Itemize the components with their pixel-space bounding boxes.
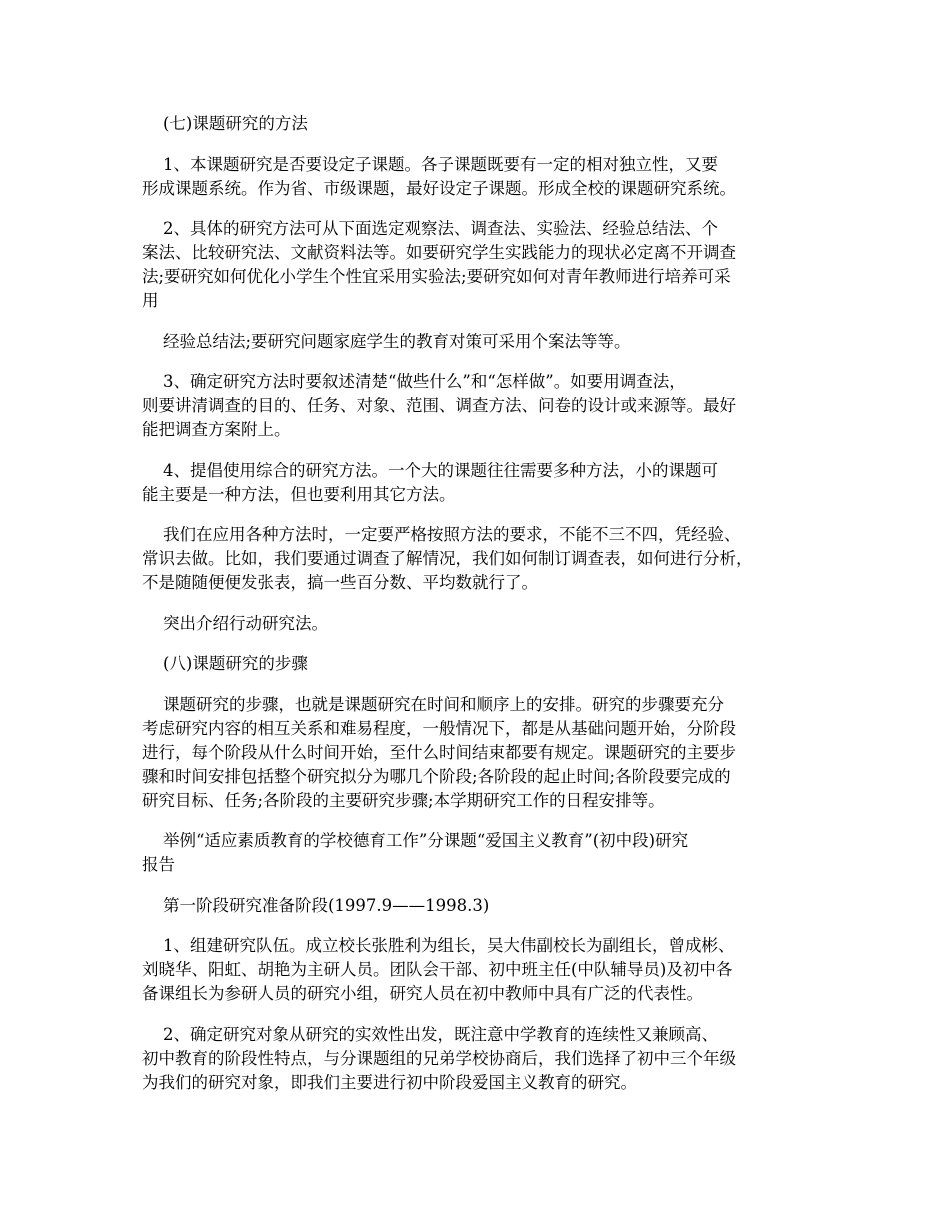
paragraph	[142, 370, 812, 442]
text-line: 举例“适应素质教育的学校德育工作”分课题“爱国主义教育”(初中段)研究	[142, 831, 689, 850]
text-line: 进行，每个阶段从什么时间开始，至什么时间结束都要有规定。课题研究的主要步	[142, 742, 736, 762]
text-line: 不是随随便便发张表，搞一些百分数、平均数就行了。	[142, 573, 538, 592]
text-line: 法;要研究如何优化小学生个性宜采用实验法;要研究如何对青年教师进行培养可采	[142, 267, 731, 286]
text-line: 案法、比较研究法、文献资料法等。如要研究学生实践能力的现状必定离不开调查	[142, 243, 736, 262]
paragraph	[142, 829, 812, 877]
text-line: 2、确定研究对象从研究的实效性出发，既注意中学教育的连续性又兼顾高、	[142, 1024, 718, 1044]
text-line: (七)课题研究的方法	[142, 114, 308, 133]
paragraph	[142, 612, 812, 636]
paragraph	[142, 112, 812, 136]
paragraph	[142, 459, 812, 507]
paragraph	[142, 894, 812, 918]
text-line: 考虑研究内容的相互关系和难易程度，一般情况下，都是从基础问题开始，分阶段	[142, 718, 736, 738]
text-line: 初中教育的阶段性特点，与分课题组的兄弟学校协商后，我们选择了初中三个年级	[142, 1048, 736, 1068]
document-body	[142, 112, 812, 1111]
text-line: 第一阶段研究准备阶段(1997.9——1998.3)	[142, 895, 490, 915]
text-line: 形成课题系统。作为省、市级课题，最好设定子课题。形成全校的课题研究系统。	[142, 178, 736, 198]
text-line: (八)课题研究的步骤	[142, 654, 308, 673]
paragraph	[142, 652, 812, 676]
text-line: 骤和时间安排包括整个研究拟分为哪几个阶段;各阶段的起止时间;各阶段要完成的	[142, 766, 731, 786]
text-line: 课题研究的步骤，也就是课题研究在时间和顺序上的安排。研究的步骤要充分	[142, 694, 724, 714]
text-line: 备课组长为参研人员的研究小组，研究人员在初中教师中具有广泛的代表性。	[142, 984, 703, 1003]
paragraph	[142, 217, 812, 313]
text-line: 研究目标、任务;各阶段的主要研究步骤;本学期研究工作的日程安排等。	[142, 790, 665, 810]
text-line: 刘晓华、阳虹、胡艳为主研人员。团队会干部、初中班主任(中队辅导员)及初中各	[142, 960, 733, 979]
text-line: 1、本课题研究是否要设定子课题。各子课题既要有一定的相对独立性，又要	[142, 154, 718, 174]
text-line: 3、确定研究方法时要叙述清楚“做些什么”和“怎样做”。如要用调查法，	[142, 372, 686, 391]
text-line: 经验总结法;要研究问题家庭学生的教育对策可采用个案法等等。	[142, 331, 631, 351]
text-line: 能把调查方案附上。	[142, 420, 291, 439]
text-line: 我们在应用各种方法时，一定要严格按照方法的要求，不能不三不四，凭经验、	[142, 525, 741, 544]
text-line: 2、具体的研究方法可从下面选定观察法、调查法、实验法、经验总结法、个	[142, 219, 718, 238]
paragraph	[142, 330, 812, 354]
text-line: 1、组建研究队伍。成立校长张胜利为组长，吴大伟副校长为副组长，曾成彬、	[142, 936, 735, 955]
text-line: 突出介绍行动研究法。	[142, 613, 328, 633]
text-line: 能主要是一种方法，但也要利用其它方法。	[142, 484, 456, 504]
paragraph	[142, 1023, 812, 1095]
paragraph	[142, 153, 812, 201]
paragraph	[142, 693, 812, 813]
text-line: 4、提倡使用综合的研究方法。一个大的课题往往需要多种方法，小的课题可	[142, 460, 718, 480]
text-line: 为我们的研究对象，即我们主要进行初中阶段爱国主义教育的研究。	[142, 1072, 637, 1092]
paragraph	[142, 523, 812, 595]
paragraph	[142, 934, 812, 1006]
text-line: 常识去做。比如，我们要通过调查了解情况，我们如何制订调查表，如何进行分析，	[142, 549, 753, 568]
text-line: 用	[142, 291, 159, 310]
text-line: 报告	[142, 855, 175, 874]
text-line: 则要讲清调查的目的、任务、对象、范围、调查方法、问卷的设计或来源等。最好	[142, 396, 736, 415]
